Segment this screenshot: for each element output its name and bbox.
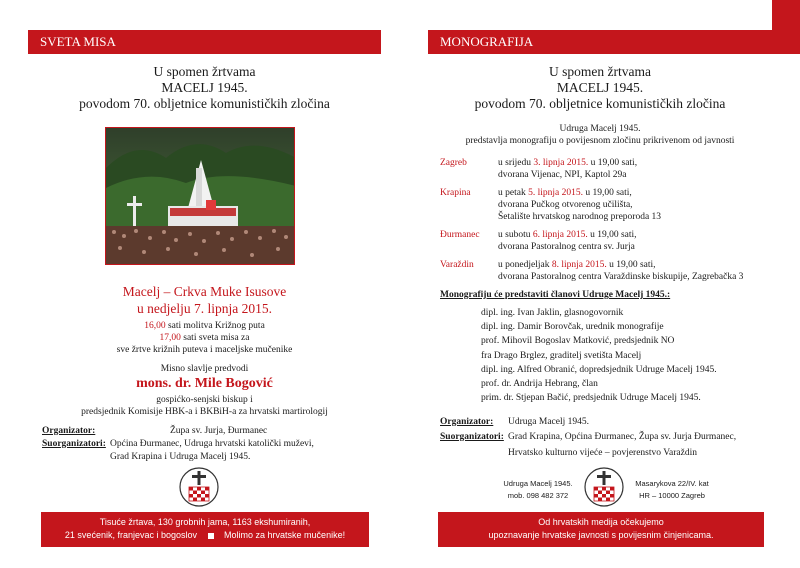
schedule-line-1: [28, 320, 381, 332]
left-header-bar: [28, 30, 381, 54]
event-row: [440, 157, 780, 181]
church-photo-illustration: [106, 128, 295, 265]
celebrant-role-2: predsjednik Komisije HBK-a i BKBiH-a za hrvatski martirologij: [81, 407, 328, 417]
members-heading: Monografiju će predstaviti članovi Udruge Macelj 1945.:: [440, 290, 671, 300]
right-footer-line-2: upoznavanje hrvatske javnosti s povijesnim činjenicama.: [488, 530, 714, 540]
event-venue-2: Šetalište hrvatskog narodnog preporoda 13: [498, 212, 662, 222]
left-organizer-label: Organizator:: [42, 426, 96, 436]
event-city: Zagreb: [440, 158, 467, 168]
left-coorganizer-row: [42, 438, 372, 451]
left-title-block: [28, 64, 381, 112]
event-time: u 19,00 sati,: [582, 188, 632, 198]
time-2: 17,00: [159, 333, 181, 343]
right-header-bar: [428, 30, 800, 54]
event-date: 6. lipnja 2015.: [532, 230, 588, 240]
left-coorganizer-label: Suorganizatori:: [42, 439, 106, 449]
corner-accent: [772, 0, 800, 30]
contact-name: Udruga Macelj 1945.: [503, 479, 573, 488]
right-organizer-value: Udruga Macelj 1945.: [508, 417, 589, 427]
event-details: [498, 187, 661, 223]
right-title-block: [428, 64, 772, 112]
mass-date: u nedjelju 7. lipnja 2015.: [137, 301, 272, 316]
celebrant-role-1: gospićko-senjski biskup i: [156, 395, 253, 405]
right-title-line-3: povodom 70. obljetnice komunističkih zločina: [474, 96, 726, 111]
right-title-line-2: MACELJ 1945.: [556, 80, 644, 95]
time-1-text: sati molitva Križnog puta: [165, 321, 265, 331]
right-organizers: [440, 416, 780, 460]
celebrant-intro: Misno slavlje predvodi: [160, 364, 249, 374]
members-list: [481, 306, 717, 405]
left-title-line-1: U spomen žrtvama: [153, 64, 256, 79]
left-footer-banner: [41, 512, 369, 547]
member-item: prof. dr. Andrija Hebrang, član: [481, 379, 598, 390]
right-coorganizer-value-2: Hrvatsko kulturno vijeće – povjerenstvo Varaždin: [508, 448, 697, 458]
left-coorganizer-value-1: Općina Đurmanec, Udruga hrvatski katolički muževi,: [110, 439, 314, 449]
event-day: u ponedjeljak: [498, 260, 552, 270]
left-organizers: [42, 425, 372, 464]
event-date: 3. lipnja 2015.: [533, 158, 589, 168]
presents-text: predstavlja monografiju o povijesnom zločinu prikrivenom od javnosti: [465, 136, 735, 146]
square-bullet-icon: [208, 533, 214, 539]
left-footer-line-2b: Molimo za hrvatske mučenike!: [224, 530, 346, 540]
left-header-title: SVETA MISA: [40, 34, 116, 49]
left-organizer-row: [42, 425, 372, 438]
event-details: [498, 259, 743, 283]
event-city: Krapina: [440, 188, 471, 198]
right-coorganizer-label: Suorganizatori:: [440, 432, 504, 442]
event-venue: dvorana Pastoralnog centra sv. Jurja: [498, 242, 635, 252]
schedule-line-2: [28, 332, 381, 344]
right-organizer-label: Organizator:: [440, 417, 494, 427]
celebrant-name: mons. dr. Mile Bogović: [136, 376, 273, 391]
event-time: u 19,00 sati,: [587, 230, 637, 240]
member-item: dipl. ing. Alfred Obranić, dopredsjednik Udruge Macelj 1945.: [481, 364, 717, 375]
event-details: [498, 157, 637, 181]
left-footer-line-1: Tisuće žrtava, 130 grobnih jama, 1163 ekshumiranih,: [99, 517, 311, 527]
event-city: Varaždin: [440, 260, 474, 270]
right-organizer-row: [440, 416, 780, 429]
member-item: dipl. ing. Ivan Jaklin, glasnogovornik: [481, 308, 624, 318]
time-2-text: sati sveta misa za: [180, 333, 250, 343]
events-table: [440, 157, 780, 289]
church-photo: [105, 127, 295, 265]
left-footer-line-2: [41, 529, 369, 542]
time-1: 16,00: [144, 321, 166, 331]
event-day: u subotu: [498, 230, 533, 240]
right-footer-line-1: Od hrvatskih medija očekujemo: [538, 517, 664, 527]
presenter: Udruga Macelj 1945.: [559, 124, 641, 134]
left-event-heading: [28, 283, 381, 317]
event-venue: dvorana Vijenac, NPI, Kaptol 29a: [498, 170, 627, 180]
event-row: [440, 259, 780, 283]
event-row: [440, 187, 780, 223]
right-footer-banner: [438, 512, 764, 547]
event-day: u petak: [498, 188, 529, 198]
left-title-line-2: MACELJ 1945.: [161, 80, 248, 95]
event-day: u srijedu: [498, 158, 534, 168]
right-coorganizer-row: [440, 431, 780, 444]
event-city: Đurmanec: [440, 230, 480, 240]
member-item: dipl. ing. Damir Borovčak, urednik monografije: [481, 322, 664, 333]
left-schedule: [28, 320, 381, 356]
event-venue: dvorana Pastoralnog centra Varaždinske biskupije, Zagrebačka 3: [498, 272, 744, 282]
association-logo-left: [178, 466, 220, 508]
contact-city: HR – 10000 Zagreb: [639, 491, 705, 500]
right-intro: [428, 123, 772, 147]
right-header-title: MONOGRAFIJA: [440, 34, 534, 49]
left-coorganizer-value-2: Grad Krapina i Udruga Macelj 1945.: [110, 452, 251, 462]
event-venue: dvorana Pučkog otvorenog učilišta,: [498, 200, 633, 210]
member-item: prim. dr. Stjepan Bačić, predsjednik Udruge Macelj 1945.: [481, 393, 701, 404]
association-logo-right: [583, 466, 625, 508]
left-title-line-3: povodom 70. obljetnice komunističkih zločina: [79, 96, 330, 111]
member-item: fra Drago Brglez, graditelj svetišta Macelj: [481, 350, 642, 361]
event-time: u 19,00 sati,: [606, 260, 656, 270]
event-date: 5. lipnja 2015.: [528, 188, 583, 198]
right-coorganizer-value-1: Grad Krapina, Općina Đurmanec, Župa sv. Jurja Đurmanec,: [508, 432, 737, 442]
member-item: prof. Mihovil Bogoslav Matković, predsjednik NO: [481, 336, 675, 347]
mass-for: sve žrtve križnih puteva i maceljske mučenike: [116, 345, 293, 355]
contact-address: Masarykova 22/IV. kat: [635, 479, 709, 488]
contact-phone: mob. 098 482 372: [507, 491, 569, 500]
left-footer-line-2a: 21 svećenik, franjevac i bogoslov: [64, 530, 197, 540]
celebrant-role: [28, 394, 381, 418]
church-name: Macelj – Crkva Muke Isusove: [122, 284, 287, 299]
contact-left: [495, 478, 581, 502]
event-details: [498, 229, 637, 253]
left-organizer-value: Župa sv. Jurja, Đurmanec: [170, 426, 268, 436]
contact-right: [626, 478, 718, 502]
left-coorganizer-row-2: [42, 451, 372, 464]
event-date: 8. lipnja 2015.: [551, 260, 607, 270]
event-time: u 19,00 sati,: [588, 158, 638, 168]
event-row: [440, 229, 780, 253]
right-title-line-1: U spomen žrtvama: [549, 64, 651, 79]
right-coorganizer-row-2: [440, 447, 780, 460]
